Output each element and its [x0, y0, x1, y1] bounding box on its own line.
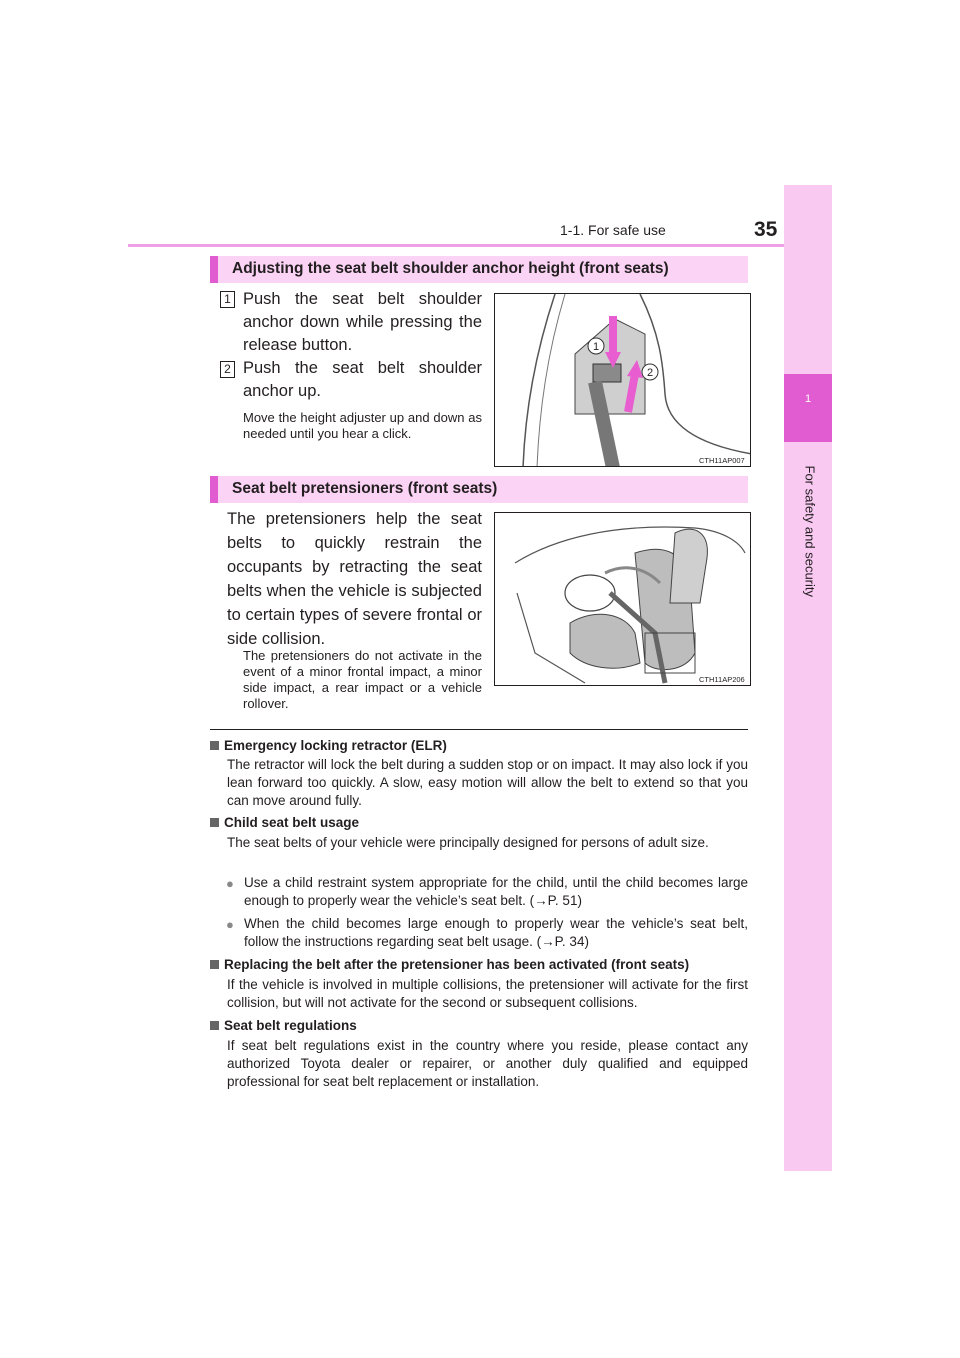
side-tab-strip — [784, 185, 832, 1171]
svg-text:1: 1 — [592, 341, 600, 353]
regs-text: If seat belt regulations exist in the country where you reside, please contact any authorized Toyota dealer or repairer, or another duly qualified and equipped professional for seat belt replacement or installation. — [227, 1038, 748, 1089]
step-2-number: 2 — [220, 361, 235, 378]
anchor-section-title: Adjusting the seat belt shoulder anchor height (front seats) — [232, 260, 669, 277]
circle-bullet-icon: ● — [226, 917, 234, 932]
anchor-section-heading — [210, 256, 748, 283]
child-title: Child seat belt usage — [224, 815, 360, 830]
chapter-number: 1 — [804, 393, 812, 405]
figure-code-1: CTH11AP007 — [699, 456, 745, 465]
shoulder-anchor-figure — [494, 293, 751, 467]
step-2-text: Push the seat belt shoulder anchor up. — [243, 359, 482, 400]
pretensioner-section-title: Seat belt pretensioners (front seats) — [232, 480, 498, 497]
section-title: 1-1. For safe use — [560, 222, 666, 238]
pretensioner-illustration — [495, 513, 751, 686]
regs-heading — [210, 1018, 357, 1033]
chapter-number-box — [784, 374, 832, 442]
step-1-number: 1 — [220, 291, 235, 308]
page-number: 35 — [754, 218, 778, 241]
square-bullet-icon — [210, 818, 219, 827]
pretensioner-section-heading — [210, 476, 748, 503]
pretensioner-note: The pretensioners do not activate in the event of a minor frontal impact, a minor side impact, a rear impact or a vehicle rollover. — [243, 648, 482, 711]
child-heading — [210, 815, 359, 830]
child-bullet-2: When the child becomes large enough to properly wear the vehicle’s seat belt, follow the instructions regarding seat belt usage. (→P. 34) — [244, 916, 748, 949]
figure-code-2: CTH11AP206 — [699, 675, 745, 684]
square-bullet-icon — [210, 960, 219, 969]
section-divider — [210, 729, 748, 730]
square-bullet-icon — [210, 741, 219, 750]
header-rule — [128, 244, 832, 247]
regs-title: Seat belt regulations — [224, 1018, 357, 1033]
replace-text: If the vehicle is involved in multiple collisions, the pretensioner will activate for the first collision, but will not activate for the second or subsequent collisions. — [227, 977, 748, 1010]
replace-title: Replacing the belt after the pretensioner has been activated (front seats) — [224, 957, 690, 972]
elr-title: Emergency locking retractor (ELR) — [224, 738, 447, 753]
pretensioner-text: The pretensioners help the seat belts to quickly restrain the occupants by retracting the seat belts when the vehicle is subjected to certain types of severe frontal or side collision. — [227, 510, 482, 648]
child-text: The seat belts of your vehicle were principally designed for persons of adult size. — [227, 835, 709, 850]
pretensioner-figure — [494, 512, 751, 686]
elr-heading — [210, 738, 447, 753]
elr-text: The retractor will lock the belt during a sudden stop or on impact. It may also lock if you lean forward too quickly. A slow, easy motion will allow the belt to extend so that you can move around fully. — [227, 757, 748, 808]
anchor-note: Move the height adjuster up and down as needed until you hear a click. — [243, 410, 482, 441]
circle-bullet-icon: ● — [226, 876, 234, 891]
chapter-title: For safety and security — [802, 465, 818, 597]
replace-heading — [210, 957, 689, 972]
svg-text:2: 2 — [646, 367, 654, 379]
step-1-text: Push the seat belt shoulder anchor down while pressing the release button. — [243, 290, 482, 354]
square-bullet-icon — [210, 1021, 219, 1030]
child-bullet-1: Use a child restraint system appropriate for the child, until the child becomes large enough to properly wear the vehicle’s seat belt. (→P. 51) — [244, 875, 748, 908]
shoulder-anchor-illustration — [495, 294, 751, 467]
